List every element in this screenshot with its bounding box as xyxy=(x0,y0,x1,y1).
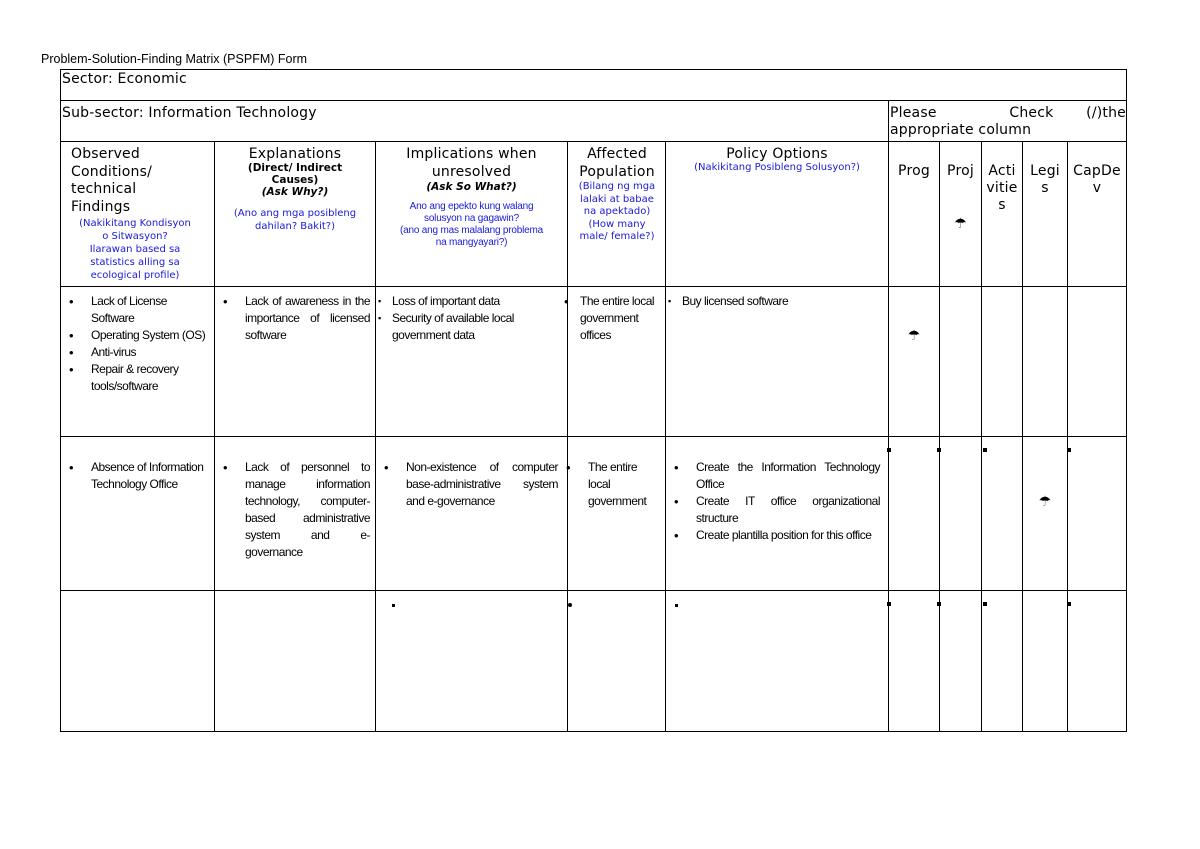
list-item: • Lack of License Software xyxy=(61,293,213,327)
list-item: • Create plantilla position for this office xyxy=(666,527,880,544)
row1-implications xyxy=(366,293,562,344)
row2-observed xyxy=(61,459,213,493)
header-proj: Proj xyxy=(947,163,974,179)
list-item: • Operating System (OS) xyxy=(61,327,213,344)
row1-prog-check-icon: ☂ xyxy=(907,328,921,344)
row2-policy xyxy=(666,459,880,544)
row2-affected xyxy=(558,459,662,510)
please-check-note: Please Check (/)the appropriate column xyxy=(890,105,1126,138)
list-item: • The entire local government offices xyxy=(556,293,666,344)
row1-policy xyxy=(656,293,886,310)
list-item: • Create the Information Technology Office xyxy=(666,459,880,493)
row1-explanations xyxy=(215,293,370,344)
pspfm-table xyxy=(60,69,1127,731)
list-item: • The entire local government xyxy=(558,459,662,510)
header-proj-check-icon: ☂ xyxy=(954,216,967,232)
sector-label: Sector: Economic xyxy=(62,71,187,87)
list-item: • Non-existence of computer base-administrative system and e-governance xyxy=(376,459,558,510)
list-item: ▪ Loss of important data xyxy=(366,293,562,310)
header-observed: Observed Conditions/ technical Findings (Nakikitang Kondisyon o Sitwasyon? Ilarawan based sa statistics alling sa ecological profile) xyxy=(71,146,191,281)
document-title: Problem-Solution-Finding Matrix (PSPFM) Form xyxy=(41,52,308,66)
list-item: • Anti-virus xyxy=(61,344,213,361)
subsector-label: Sub-sector: Information Technology xyxy=(62,105,317,121)
header-legis: Legi s xyxy=(1030,163,1060,196)
header-capdev: CapDe v xyxy=(1073,163,1121,196)
row2-implications xyxy=(376,459,558,510)
row2-legis-check-icon: ☂ xyxy=(1038,494,1052,510)
row1-affected xyxy=(556,293,666,344)
list-item: • Absence of Information Technology Office xyxy=(61,459,213,493)
header-explanations: Explanations (Direct/ Indirect Causes) (Ask Why?) (Ano ang mga posibleng dahilan? Bakit?) xyxy=(233,146,357,232)
list-item: • Create IT office organizational structure xyxy=(666,493,880,527)
list-item: • Lack of awareness in the importance of licensed software xyxy=(215,293,370,344)
row2-explanations xyxy=(215,459,370,561)
list-item: ▪ Buy licensed software xyxy=(656,293,886,310)
header-prog: Prog xyxy=(898,163,930,179)
header-affected: Affected Population (Bilang ng mga lalaki at babae na apektado) (How many male/ female?) xyxy=(578,146,656,242)
row1-observed xyxy=(61,293,213,395)
header-policy: Policy Options (Nakikitang Posibleng Solusyon?) xyxy=(694,146,860,173)
list-item: • Repair & recovery tools/software xyxy=(61,361,213,395)
list-item: • Lack of personnel to manage information technology, computer-based administrative system and e-governance xyxy=(215,459,370,561)
list-item: ▪ Security of available local government data xyxy=(366,310,562,344)
header-implications: Implications when unresolved (Ask So What?) Ano ang epekto kung walang solusyon na gagawin? (ano ang mas malalang problema na mangyayari?) xyxy=(400,146,543,248)
header-activities: Acti vitie s xyxy=(986,163,1018,213)
